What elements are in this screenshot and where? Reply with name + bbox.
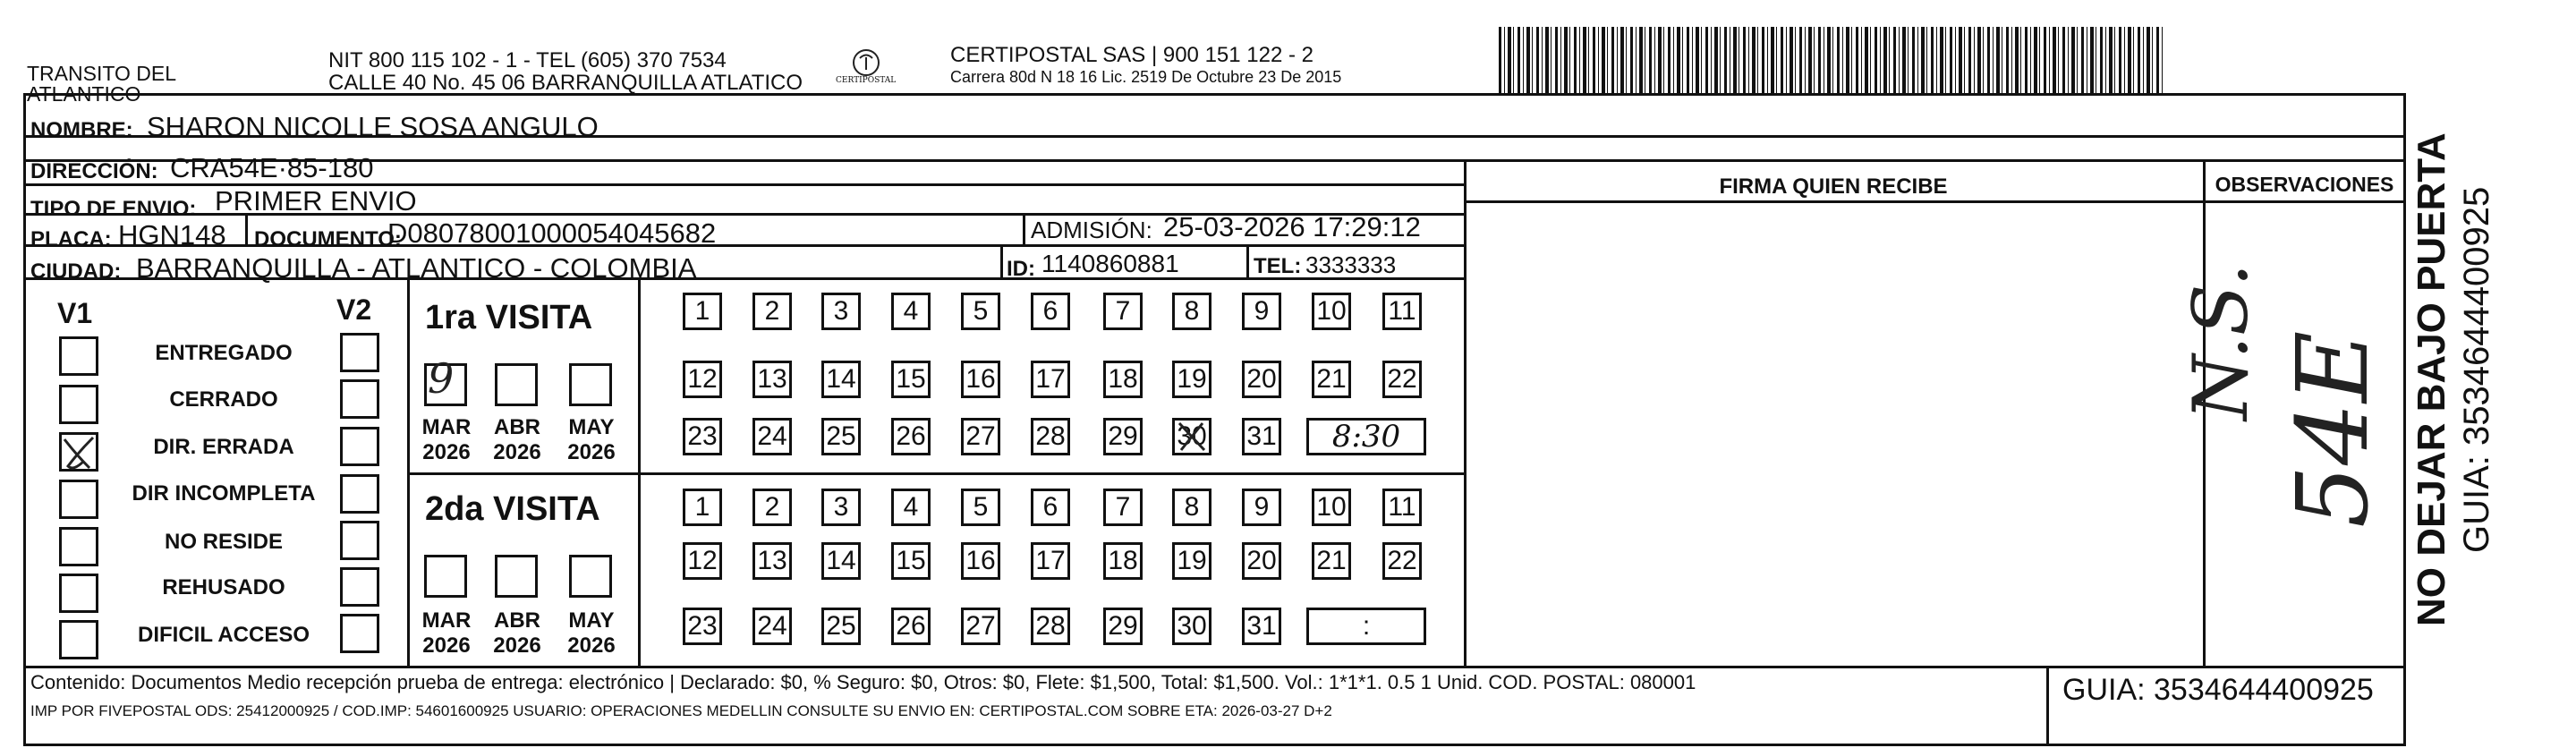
first-visit-month-mark: 9 [428,354,455,403]
v2-label: V2 [336,293,372,326]
v1-checkbox-dir-errada[interactable] [59,432,98,472]
first-visit-day-16[interactable]: 16 [961,361,1000,398]
nombre-value: SHARON NICOLLE SOSA ANGULO [147,111,599,142]
id-value: 1140860881 [1041,250,1179,277]
second-visit-day-19[interactable]: 19 [1172,542,1211,580]
status-option-label: DIR. ERRADA [153,435,294,459]
side-guia-number: GUIA: 3534644400925 [2457,186,2496,553]
sender-nit-line: NIT 800 115 102 - 1 - TEL (605) 370 7534 [328,48,727,72]
second-visit-month-label: MAR 2026 [421,608,472,658]
second-visit-day-5[interactable]: 5 [961,489,1000,526]
first-visit-day-15[interactable]: 15 [891,361,931,398]
second-visit-day-20[interactable]: 20 [1242,542,1281,580]
first-visit-day-1[interactable]: 1 [683,293,722,330]
second-visit-day-28[interactable]: 28 [1031,608,1070,645]
second-visit-time-value: : [1362,611,1371,641]
status-option-label: DIR INCOMPLETA [132,481,316,506]
first-visit-day-28[interactable]: 28 [1031,418,1070,455]
first-visit-time-box[interactable] [1306,418,1426,455]
second-visit-day-9[interactable]: 9 [1242,489,1281,526]
nombre-label: NOMBRE: [30,118,133,142]
tel-label: TEL: [1254,254,1302,278]
first-visit-time-value: 8:30 [1331,419,1401,455]
second-visit-day-29[interactable]: 29 [1103,608,1143,645]
v1-label: V1 [57,297,93,329]
second-visit-day-22[interactable]: 22 [1382,542,1422,580]
first-visit-day-6[interactable]: 6 [1031,293,1070,330]
admision-label: ADMISIÓN: [1031,217,1152,243]
second-visit-day-7[interactable]: 7 [1103,489,1143,526]
footer-guia: GUIA: 3534644400925 [2062,673,2374,707]
first-visit-title: 1ra VISITA [425,299,593,336]
v2-checkbox-dir-incompleta[interactable] [340,474,379,514]
status-option-label: NO RESIDE [164,530,284,554]
v1-checkbox-entregado[interactable] [59,336,98,376]
first-visit-day-24[interactable]: 24 [752,418,792,455]
second-visit-day-25[interactable]: 25 [821,608,861,645]
second-visit-day-23[interactable]: 23 [683,608,722,645]
second-visit-day-16[interactable]: 16 [961,542,1000,580]
second-visit-title: 2da VISITA [425,490,600,528]
tipo-envio-label: TIPO DE ENVIO: [30,197,197,221]
second-visit-month-label: MAY 2026 [567,608,616,658]
v1-checkbox-cerrado[interactable] [59,385,98,424]
status-option-label: ENTREGADO [155,341,293,365]
handwritten-observation-1: N.S. [2177,262,2265,421]
second-visit-day-1[interactable]: 1 [683,489,722,526]
second-visit-day-21[interactable]: 21 [1312,542,1351,580]
documento-label: DOCUMENTO: [254,227,402,251]
first-visit-day-13[interactable]: 13 [752,361,792,398]
ciudad-label: CIUDAD: [30,259,122,284]
v1-checkbox-dificil-acceso[interactable] [59,620,98,659]
first-visit-month-label: MAY 2026 [567,415,616,464]
first-visit-day-20[interactable]: 20 [1242,361,1281,398]
first-visit-day-14[interactable]: 14 [821,361,861,398]
first-visit-month-box-may[interactable] [569,363,612,406]
first-visit-day-4[interactable]: 4 [891,293,931,330]
certipostal-logo [830,45,902,98]
v1-checkbox-dir-incompleta[interactable] [59,480,98,519]
first-visit-day-10[interactable]: 10 [1312,293,1351,330]
second-visit-day-13[interactable]: 13 [752,542,792,580]
v2-checkbox-dir-errada[interactable] [340,427,379,466]
second-visit-day-17[interactable]: 17 [1031,542,1070,580]
first-visit-day-21[interactable]: 21 [1312,361,1351,398]
status-option-label: REHUSADO [162,575,285,599]
first-visit-day-9[interactable]: 9 [1242,293,1281,330]
second-visit-day-14[interactable]: 14 [821,542,861,580]
admision-value: 25-03-2026 17:29:12 [1163,211,1421,242]
sender-name-line2: ATLANTICO [27,82,141,106]
second-visit-day-24[interactable]: 24 [752,608,792,645]
tel-value: 3333333 [1305,251,1397,278]
certipostal-license-line: Carrera 80d N 18 16 Lic. 2519 De Octubre 23 De 2015 [950,68,1342,86]
status-option-label: CERRADO [169,387,278,412]
status-option-label: DIFICIL ACCESO [137,623,310,647]
v2-checkbox-dificil-acceso[interactable] [340,614,379,653]
first-visit-day-19[interactable]: 19 [1172,361,1211,398]
second-visit-day-30[interactable]: 30 [1172,608,1211,645]
first-visit-day-7[interactable]: 7 [1103,293,1143,330]
placa-value: HGN148 [118,219,226,251]
documento-value: D08078001000054045682 [387,217,717,249]
first-visit-day-2[interactable]: 2 [752,293,792,330]
first-visit-day-18[interactable]: 18 [1103,361,1143,398]
firma-label: FIRMA QUIEN RECIBE [1719,174,1948,199]
second-visit-day-3[interactable]: 3 [821,489,861,526]
footer-contenido: Contenido: Documentos Medio recepción prueba de entrega: electrónico | Declarado: $0, % Seguro: $0, Otros: $0, Flete: $1,500, Total: $1,500. Vol.: 1*1*1. 0.5 1 Unid. COD. POSTAL: 080001 [30,671,1696,693]
second-visit-day-4[interactable]: 4 [891,489,931,526]
observaciones-label: OBSERVACIONES [2215,173,2394,196]
first-visit-day-11[interactable]: 11 [1382,293,1422,330]
sender-address-line: CALLE 40 No. 45 06 BARRANQUILLA ATLATICO [328,71,803,95]
certipostal-nit-line: CERTIPOSTAL SAS | 900 151 122 - 2 [950,43,1314,67]
second-visit-day-26[interactable]: 26 [891,608,931,645]
first-visit-month-label: MAR 2026 [421,415,472,464]
first-visit-month-box-abr[interactable] [495,363,538,406]
id-label: ID: [1007,257,1035,281]
first-visit-day-29[interactable]: 29 [1103,418,1143,455]
placa-label: PLACA: [30,227,112,251]
second-visit-time-box[interactable] [1306,608,1426,645]
first-visit-month-label: ABR 2026 [493,415,541,464]
second-visit-day-6[interactable]: 6 [1031,489,1070,526]
tipo-envio-value: PRIMER ENVIO [215,185,417,217]
second-visit-day-27[interactable]: 27 [961,608,1000,645]
first-visit-day-27[interactable]: 27 [961,418,1000,455]
no-dejar-bajo-puerta: NO DEJAR BAJO PUERTA [2410,132,2453,626]
v2-checkbox-cerrado[interactable] [340,379,379,419]
ciudad-value: BARRANQUILLA - ATLANTICO - COLOMBIA [136,252,697,284]
direccion-label: DIRECCIÓN: [30,159,158,183]
handwritten-observation-2: 54E [2275,330,2390,528]
first-visit-day-30[interactable]: 30 [1172,418,1211,455]
second-visit-day-18[interactable]: 18 [1103,542,1143,580]
second-visit-month-box-may[interactable] [569,555,612,598]
first-visit-day-22[interactable]: 22 [1382,361,1422,398]
second-visit-month-label: ABR 2026 [493,608,541,658]
footer-imp-line: IMP POR FIVEPOSTAL ODS: 25412000925 / COD.IMP: 54601600925 USUARIO: OPERACIONES MEDELLIN CONSULTE SU ENVIO EN: CERTIPOSTAL.COM SOBRE ETA: 2026-03-27 D+2 [30,702,1332,719]
v2-checkbox-entregado[interactable] [340,333,379,372]
handwritten-check-mark-icon [59,432,98,472]
second-visit-day-31[interactable]: 31 [1242,608,1281,645]
first-visit-day-31[interactable]: 31 [1242,418,1281,455]
v1-checkbox-rehusado[interactable] [59,574,98,613]
first-visit-day-25[interactable]: 25 [821,418,861,455]
second-visit-day-11[interactable]: 11 [1382,489,1422,526]
second-visit-day-8[interactable]: 8 [1172,489,1211,526]
first-visit-day-12[interactable]: 12 [683,361,722,398]
v1-checkbox-no-reside[interactable] [59,527,98,566]
sender-name-line1: TRANSITO DEL [27,62,176,85]
handwritten-cross-mark-icon [1172,418,1211,455]
second-visit-day-12[interactable]: 12 [683,542,722,580]
first-visit-day-3[interactable]: 3 [821,293,861,330]
second-visit-month-box-abr[interactable] [495,555,538,598]
second-visit-day-2[interactable]: 2 [752,489,792,526]
first-visit-day-23[interactable]: 23 [683,418,722,455]
second-visit-month-box-mar[interactable] [424,555,467,598]
first-visit-day-5[interactable]: 5 [961,293,1000,330]
logo-emblem-icon [830,45,902,81]
second-visit-day-15[interactable]: 15 [891,542,931,580]
first-visit-day-26[interactable]: 26 [891,418,931,455]
barcode [1499,27,2165,93]
v2-checkbox-no-reside[interactable] [340,521,379,560]
second-visit-day-10[interactable]: 10 [1312,489,1351,526]
v2-checkbox-rehusado[interactable] [340,567,379,607]
logo-text: CERTIPOSTAL [836,76,897,85]
first-visit-day-8[interactable]: 8 [1172,293,1211,330]
first-visit-day-17[interactable]: 17 [1031,361,1070,398]
direccion-value: CRA54E·85-180 [170,152,374,183]
